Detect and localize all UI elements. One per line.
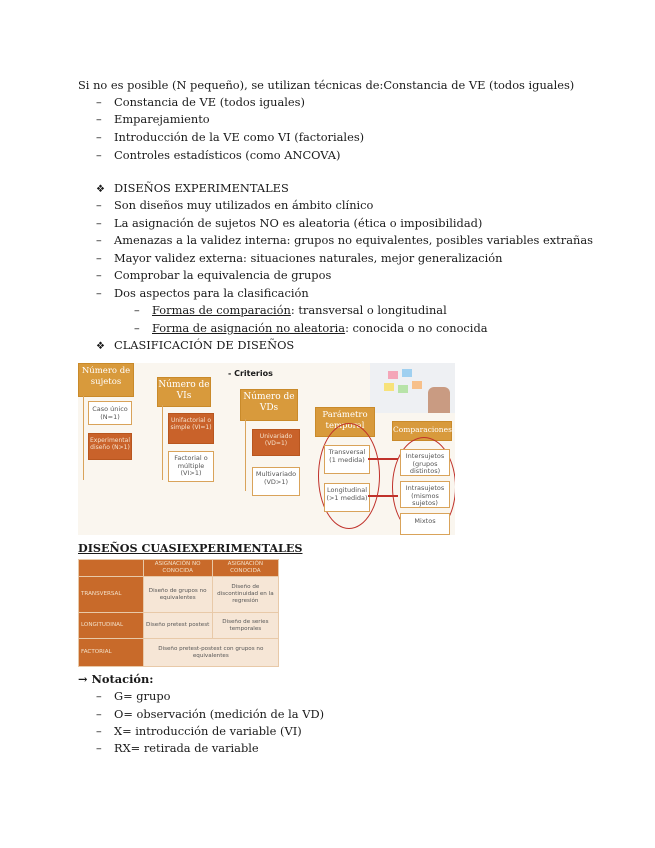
numero-sujetos-box: Número de sujetos	[78, 363, 134, 397]
intro-line: Si no es posible (N pequeño), se utilizan técnicas de:Constancia de VE (todos iguales)	[78, 78, 575, 92]
quasi-table	[78, 559, 279, 667]
transversal-box: Transversal (1 medida)	[324, 445, 370, 474]
table-cell: Diseño pretest postest	[143, 613, 212, 639]
classification-diagram	[78, 363, 455, 535]
table-cell: Diseño de grupos no equivalentes	[143, 577, 212, 613]
list-item: – Constancia de VE (todos iguales)	[96, 95, 305, 109]
row-header: TRANSVERSAL	[79, 577, 144, 613]
list-item: – O= observación (medición de la VD)	[96, 707, 325, 721]
list-item: – Introducción de la VE como VI (factoriales)	[96, 130, 365, 144]
highlight-ellipse	[318, 423, 380, 529]
table-cell: Diseño pretest-postest con grupos no equivalentes	[143, 639, 278, 667]
comparaciones-box: Comparaciones	[392, 421, 452, 441]
experimental-diseno-box: Experimental diseño (N>1)	[88, 433, 132, 460]
caso-unico-box: Caso único (N=1)	[88, 401, 132, 425]
dash-bullet: –	[96, 130, 102, 144]
list-item: – Amenazas a la validez interna: grupos no equivalentes, posibles variables extrañas	[96, 233, 593, 247]
row-header: FACTORIAL	[79, 639, 144, 667]
section-heading-experimental: ❖ DISEÑOS EXPERIMENTALES	[96, 180, 289, 197]
dash-bullet: –	[96, 95, 102, 109]
table-row	[79, 577, 279, 613]
table-cell: Diseño de series temporales	[212, 613, 278, 639]
univariado-box: Univariado (VD=1)	[252, 429, 300, 456]
sub-list-item: – Forma de asignación no aleatoria: conocida o no conocida	[134, 321, 488, 335]
diamond-bullet-icon: ❖	[96, 184, 105, 195]
intersujetos-box: Intersujetos (grupos distintos)	[400, 449, 450, 476]
sticky-notes-image	[370, 363, 455, 413]
dash-bullet: –	[96, 112, 102, 126]
mixtos-box: Mixtos	[400, 513, 450, 535]
list-item: – La asignación de sujetos NO es aleatoria (ética o imposibilidad)	[96, 216, 483, 230]
criterios-label: - Criterios	[228, 369, 273, 378]
intrasujetos-box: Intrasujetos (mismos sujetos)	[400, 481, 450, 508]
list-item: – Dos aspectos para la clasificación	[96, 286, 309, 300]
list-item: – X= introducción de variable (VI)	[96, 724, 302, 738]
table-row	[79, 560, 279, 577]
table-row	[79, 639, 279, 667]
dash-bullet: –	[96, 148, 102, 162]
list-item: – Comprobar la equivalencia de grupos	[96, 268, 332, 282]
arrow-icon	[368, 458, 398, 460]
column-header: ASIGNACIÓN CONOCIDA	[212, 560, 278, 577]
table-row	[79, 613, 279, 639]
row-header: LONGITUDINAL	[79, 613, 144, 639]
numero-vis-box: Número de VIs	[157, 377, 211, 407]
diamond-bullet-icon: ❖	[96, 341, 105, 352]
notation-heading: → Notación:	[78, 672, 154, 686]
list-item: – G= grupo	[96, 689, 171, 703]
parametro-temporal-box: Parámetro temporal	[315, 407, 375, 437]
column-header: ASIGNACIÓN NO CONOCIDA	[143, 560, 212, 577]
sub-list-item: – Formas de comparación: transversal o longitudinal	[134, 303, 447, 317]
table-cell: Diseño de discontinuidad en la regresión	[212, 577, 278, 613]
list-item: – RX= retirada de variable	[96, 741, 259, 755]
list-item: – Emparejamiento	[96, 112, 210, 126]
quasi-heading: DISEÑOS CUASIEXPERIMENTALES	[78, 541, 303, 555]
section-heading-classification: ❖ CLASIFICACIÓN DE DISEÑOS	[96, 337, 294, 354]
list-item: – Controles estadísticos (como ANCOVA)	[96, 148, 341, 162]
longitudinal-box: Longitudinal (>1 medida)	[324, 483, 370, 512]
list-item: – Mayor validez externa: situaciones naturales, mejor generalización	[96, 251, 503, 265]
list-item: – Son diseños muy utilizados en ámbito clínico	[96, 198, 374, 212]
unifactorial-box: Unifactorial o simple (VI=1)	[168, 413, 214, 444]
factorial-box: Factorial o múltiple (VI>1)	[168, 451, 214, 482]
multivariado-box: Multivariado (VD>1)	[252, 467, 300, 496]
numero-vds-box: Número de VDs	[240, 389, 298, 421]
